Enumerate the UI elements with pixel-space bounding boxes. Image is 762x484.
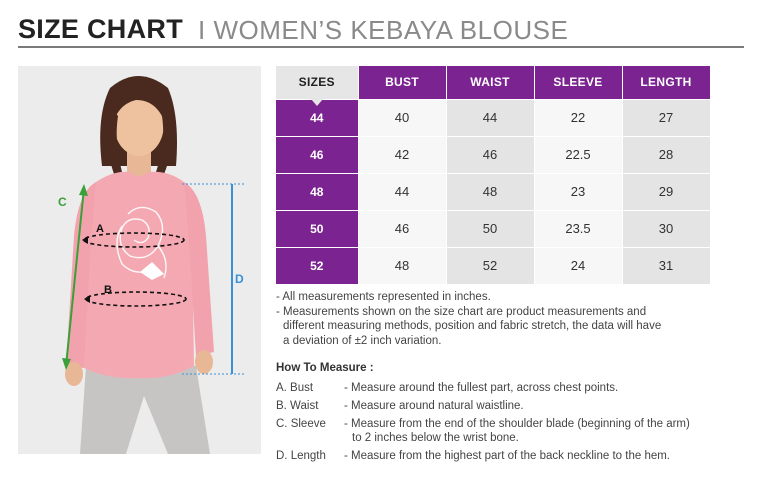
header-bust: BUST	[358, 66, 446, 99]
header-length: LENGTH	[622, 66, 710, 99]
measure-desc: to 2 inches below the wrist bone.	[352, 432, 519, 444]
table-row	[276, 173, 710, 210]
sleeve-cell: 23	[534, 173, 622, 210]
measure-label: C. Sleeve	[276, 418, 326, 430]
table-row	[276, 99, 710, 136]
how-to-measure-title: How To Measure :	[276, 362, 374, 374]
size-cell: 50	[276, 210, 358, 247]
model-illustration	[18, 66, 261, 454]
label-c: C	[58, 195, 67, 209]
length-cell: 27	[622, 99, 710, 136]
table-header-row	[276, 66, 710, 99]
waist-cell: 44	[446, 99, 534, 136]
measurement-notes	[276, 290, 746, 348]
title-bar	[18, 10, 744, 48]
waist-cell: 48	[446, 173, 534, 210]
size-cell: 46	[276, 136, 358, 173]
length-cell: 28	[622, 136, 710, 173]
sleeve-cell: 22.5	[534, 136, 622, 173]
sleeve-cell: 24	[534, 247, 622, 284]
bust-cell: 46	[358, 210, 446, 247]
table-row	[276, 247, 710, 284]
label-a: A	[96, 223, 104, 235]
measure-desc: - Measure around the fullest part, across chest points.	[344, 382, 619, 394]
size-table	[276, 66, 711, 285]
waist-cell: 52	[446, 247, 534, 284]
note-line: - Measurements shown on the size chart are product measurements and	[276, 305, 647, 318]
waist-cell: 50	[446, 210, 534, 247]
size-cell: 52	[276, 247, 358, 284]
table-row	[276, 210, 710, 247]
measure-desc: - Measure from the highest part of the back neckline to the hem.	[344, 450, 671, 462]
bust-cell: 44	[358, 173, 446, 210]
bust-cell: 40	[358, 99, 446, 136]
page-title: SIZE CHART	[18, 14, 183, 44]
sleeve-cell: 22	[534, 99, 622, 136]
blouse-shape	[84, 172, 194, 379]
table-row	[276, 136, 710, 173]
waist-cell: 46	[446, 136, 534, 173]
length-cell: 31	[622, 247, 710, 284]
bust-cell: 48	[358, 247, 446, 284]
length-cell: 30	[622, 210, 710, 247]
header-sizes: SIZES	[276, 66, 358, 99]
sleeve-cell: 23.5	[534, 210, 622, 247]
measure-label: A. Bust	[276, 382, 314, 394]
note-line: a deviation of ±2 inch variation.	[283, 334, 442, 347]
note-line: different measuring methods, position and fabric stretch, the data will have	[283, 320, 662, 332]
measure-desc: - Measure from the end of the shoulder blade (beginning of the arm)	[344, 418, 690, 430]
size-cell: 48	[276, 173, 358, 210]
measure-desc: - Measure around natural waistline.	[344, 400, 524, 412]
header-sleeve: SLEEVE	[534, 66, 622, 99]
label-d: D	[235, 272, 244, 286]
note-line: - All measurements represented in inches.	[276, 291, 491, 303]
length-cell: 29	[622, 173, 710, 210]
bust-cell: 42	[358, 136, 446, 173]
measure-label: D. Length	[276, 450, 326, 462]
label-b: B	[104, 284, 112, 296]
model-photo	[18, 66, 261, 454]
header-waist: WAIST	[446, 66, 534, 99]
size-cell: 44	[276, 99, 358, 136]
page-subtitle: I WOMEN’S KEBAYA BLOUSE	[198, 15, 569, 45]
measure-label: B. Waist	[276, 400, 319, 412]
